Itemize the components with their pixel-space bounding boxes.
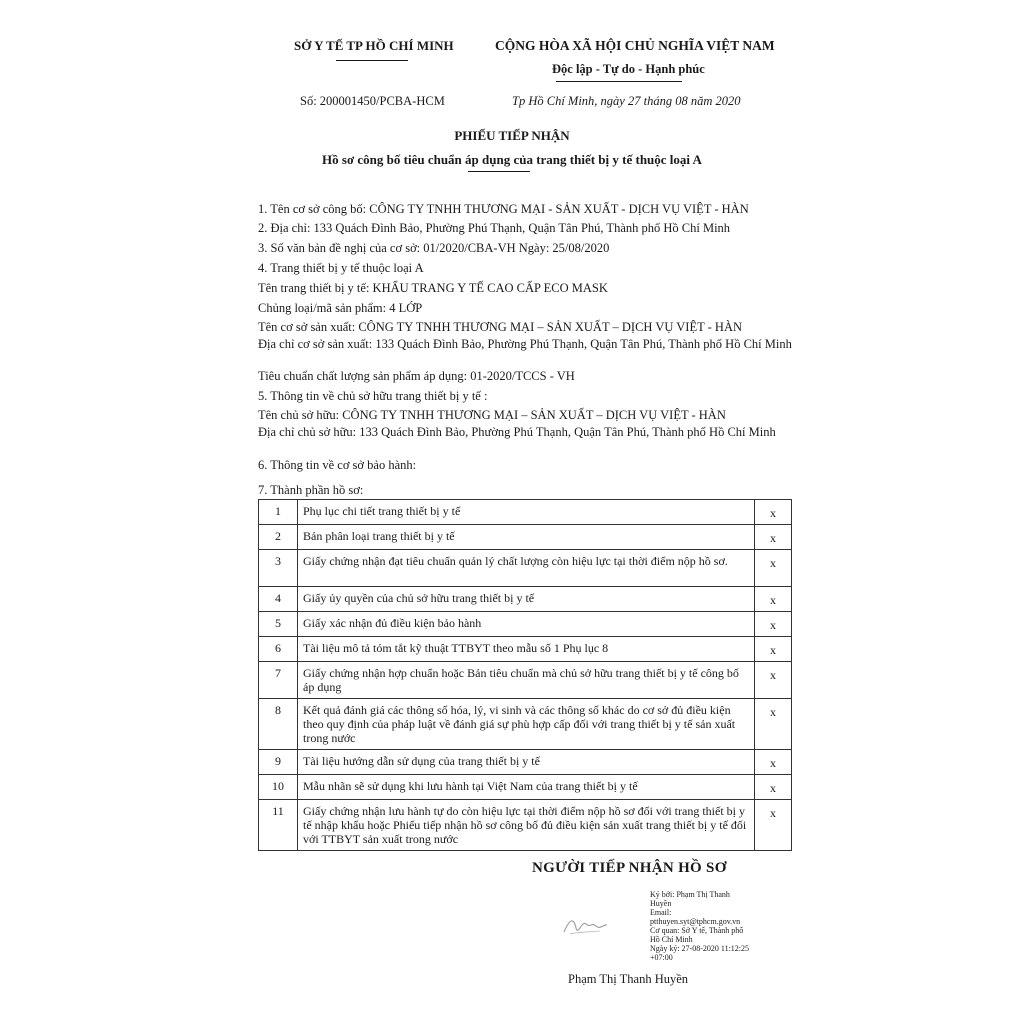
- row-description: Bản phân loại trang thiết bị y tế: [298, 525, 755, 550]
- row-check: x: [755, 612, 792, 637]
- issuing-org: SỞ Y TẾ TP HỒ CHÍ MINH: [294, 38, 454, 53]
- row-description: Phụ lục chi tiết trang thiết bị y tế: [298, 500, 755, 525]
- divider: [468, 171, 530, 172]
- table-row: [259, 699, 792, 750]
- row-number: 9: [259, 750, 298, 775]
- signer-agency: Cơ quan: Sở Y tế, Thành phố Hồ Chí Minh: [650, 926, 744, 944]
- row-number: 11: [259, 800, 298, 851]
- row-description: Kết quả đánh giá các thông số hóa, lý, vi sinh và các thông số khác do cơ sở đủ điều kiện theo quy định của pháp luật về đánh giá sự phù hợp cấp đối với trang thiết bị y tế sản xuất trong nước: [298, 699, 755, 750]
- row-number: 8: [259, 699, 298, 750]
- row-check: x: [755, 750, 792, 775]
- document-subtitle: Hồ sơ công bố tiêu chuẩn áp dụng của trang thiết bị y tế thuộc loại A: [322, 152, 702, 167]
- document-title: PHIẾU TIẾP NHẬN: [454, 128, 570, 143]
- table-row: [259, 662, 792, 699]
- table-row: [259, 587, 792, 612]
- field-warranty: 6. Thông tin về cơ sở bảo hành:: [258, 458, 417, 472]
- table-row: [259, 500, 792, 525]
- document-number: Số: 200001450/PCBA-HCM: [300, 94, 445, 108]
- field-dossier-components: 7. Thành phần hồ sơ:: [258, 483, 364, 497]
- row-description: Giấy chứng nhận hợp chuẩn hoặc Bản tiêu chuẩn mà chủ sở hữu trang thiết bị y tế công bố áp dụng: [298, 662, 755, 699]
- digital-signature-info: [650, 890, 750, 962]
- row-number: 1: [259, 500, 298, 525]
- row-check: x: [755, 525, 792, 550]
- signer-email: Email: ptthuyen.syt@tphcm.gov.vn: [650, 908, 741, 926]
- table-row: [259, 637, 792, 662]
- national-motto: Độc lập - Tự do - Hạnh phúc: [552, 62, 705, 76]
- row-check: x: [755, 500, 792, 525]
- field-product-code: Chủng loại/mã sản phẩm: 4 LỚP: [258, 301, 423, 315]
- row-description: Giấy chứng nhận đạt tiêu chuẩn quản lý chất lượng còn hiệu lực tại thời điểm nộp hồ sơ.: [298, 550, 755, 587]
- row-number: 5: [259, 612, 298, 637]
- receiver-title: NGƯỜI TIẾP NHẬN HỒ SƠ: [532, 860, 727, 876]
- signed-by: Ký bởi: Phạm Thị Thanh Huyền: [650, 890, 730, 908]
- row-check: x: [755, 637, 792, 662]
- field-quality-standard: Tiêu chuẩn chất lượng sản phẩm áp dụng: 01-2020/TCCS - VH: [258, 369, 575, 383]
- row-check: x: [755, 587, 792, 612]
- signing-date: Ngày ký: 27-08-2020 11:12:25 +07:00: [650, 944, 750, 962]
- table-row: [259, 750, 792, 775]
- field-manufacturer: Tên cơ sở sản xuất: CÔNG TY TNHH THƯƠNG MẠI – SẢN XUẤT – DỊCH VỤ VIỆT - HÀN: [258, 320, 743, 334]
- row-description: Tài liệu hướng dẫn sử dụng của trang thiết bị y tế: [298, 750, 755, 775]
- receiver-name: Phạm Thị Thanh Huyền: [568, 972, 689, 986]
- row-number: 3: [259, 550, 298, 587]
- row-description: Giấy ủy quyền của chủ sở hữu trang thiết bị y tế: [298, 587, 755, 612]
- divider: [556, 81, 682, 82]
- row-number: 2: [259, 525, 298, 550]
- place-date: Tp Hồ Chí Minh, ngày 27 tháng 08 năm 2020: [512, 94, 741, 108]
- table-row: [259, 775, 792, 800]
- country-name: CỘNG HÒA XÃ HỘI CHỦ NGHĨA VIỆT NAM: [495, 38, 775, 53]
- table-row: [259, 550, 792, 587]
- field-owner-name: Tên chủ sở hữu: CÔNG TY TNHH THƯƠNG MẠI – SẢN XUẤT – DỊCH VỤ VIỆT - HÀN: [258, 408, 726, 422]
- field-owner-section: 5. Thông tin về chủ sở hữu trang thiết bị y tế :: [258, 389, 488, 403]
- row-number: 4: [259, 587, 298, 612]
- field-owner-address: Địa chỉ chủ sở hữu: 133 Quách Đình Bảo, Phường Phú Thạnh, Quận Tân Phú, Thành phố Hồ Chí Minh: [258, 425, 776, 439]
- row-check: x: [755, 662, 792, 699]
- field-address: 2. Địa chỉ: 133 Quách Đình Bảo, Phường Phú Thạnh, Quận Tân Phú, Thành phố Hồ Chí Minh: [258, 221, 731, 235]
- field-request-number: 3. Số văn bản đề nghị của cơ sở: 01/2020/CBA-VH Ngày: 25/08/2020: [258, 241, 610, 255]
- field-device-class: 4. Trang thiết bị y tế thuộc loại A: [258, 261, 424, 275]
- row-description: Giấy chứng nhận lưu hành tự do còn hiệu lực tại thời điểm nộp hồ sơ đối với trang thiết bị y tế nhập khẩu hoặc Phiếu tiếp nhận hồ sơ công bố đủ điều kiện sản xuất trang thiết bị y tế đối với TTBYT sản xuất trong nước: [298, 800, 755, 851]
- field-facility-name: 1. Tên cơ sở công bố: CÔNG TY TNHH THƯƠNG MẠI - SẢN XUẤT - DỊCH VỤ VIỆT - HÀN: [258, 202, 749, 216]
- field-device-name: Tên trang thiết bị y tế: KHẨU TRANG Y TẾ CAO CẤP ECO MASK: [258, 281, 608, 295]
- row-check: x: [755, 699, 792, 750]
- table-row: [259, 800, 792, 851]
- row-description: Mẫu nhãn sẽ sử dụng khi lưu hành tại Việt Nam của trang thiết bị y tế: [298, 775, 755, 800]
- table-row: [259, 612, 792, 637]
- dossier-table: [258, 499, 792, 851]
- table-row: [259, 525, 792, 550]
- field-manufacturer-address: Địa chỉ cơ sở sản xuất: 133 Quách Đình Bảo, Phường Phú Thạnh, Quận Tân Phú, Thành phố Hồ Chí Minh: [258, 337, 792, 351]
- row-description: Tài liệu mô tả tóm tắt kỹ thuật TTBYT theo mẫu số 1 Phụ lục 8: [298, 637, 755, 662]
- handwritten-signature: [560, 910, 610, 940]
- divider: [336, 60, 408, 61]
- row-check: x: [755, 800, 792, 851]
- row-number: 6: [259, 637, 298, 662]
- row-description: Giấy xác nhận đủ điều kiện bảo hành: [298, 612, 755, 637]
- row-check: x: [755, 550, 792, 587]
- row-number: 7: [259, 662, 298, 699]
- row-number: 10: [259, 775, 298, 800]
- row-check: x: [755, 775, 792, 800]
